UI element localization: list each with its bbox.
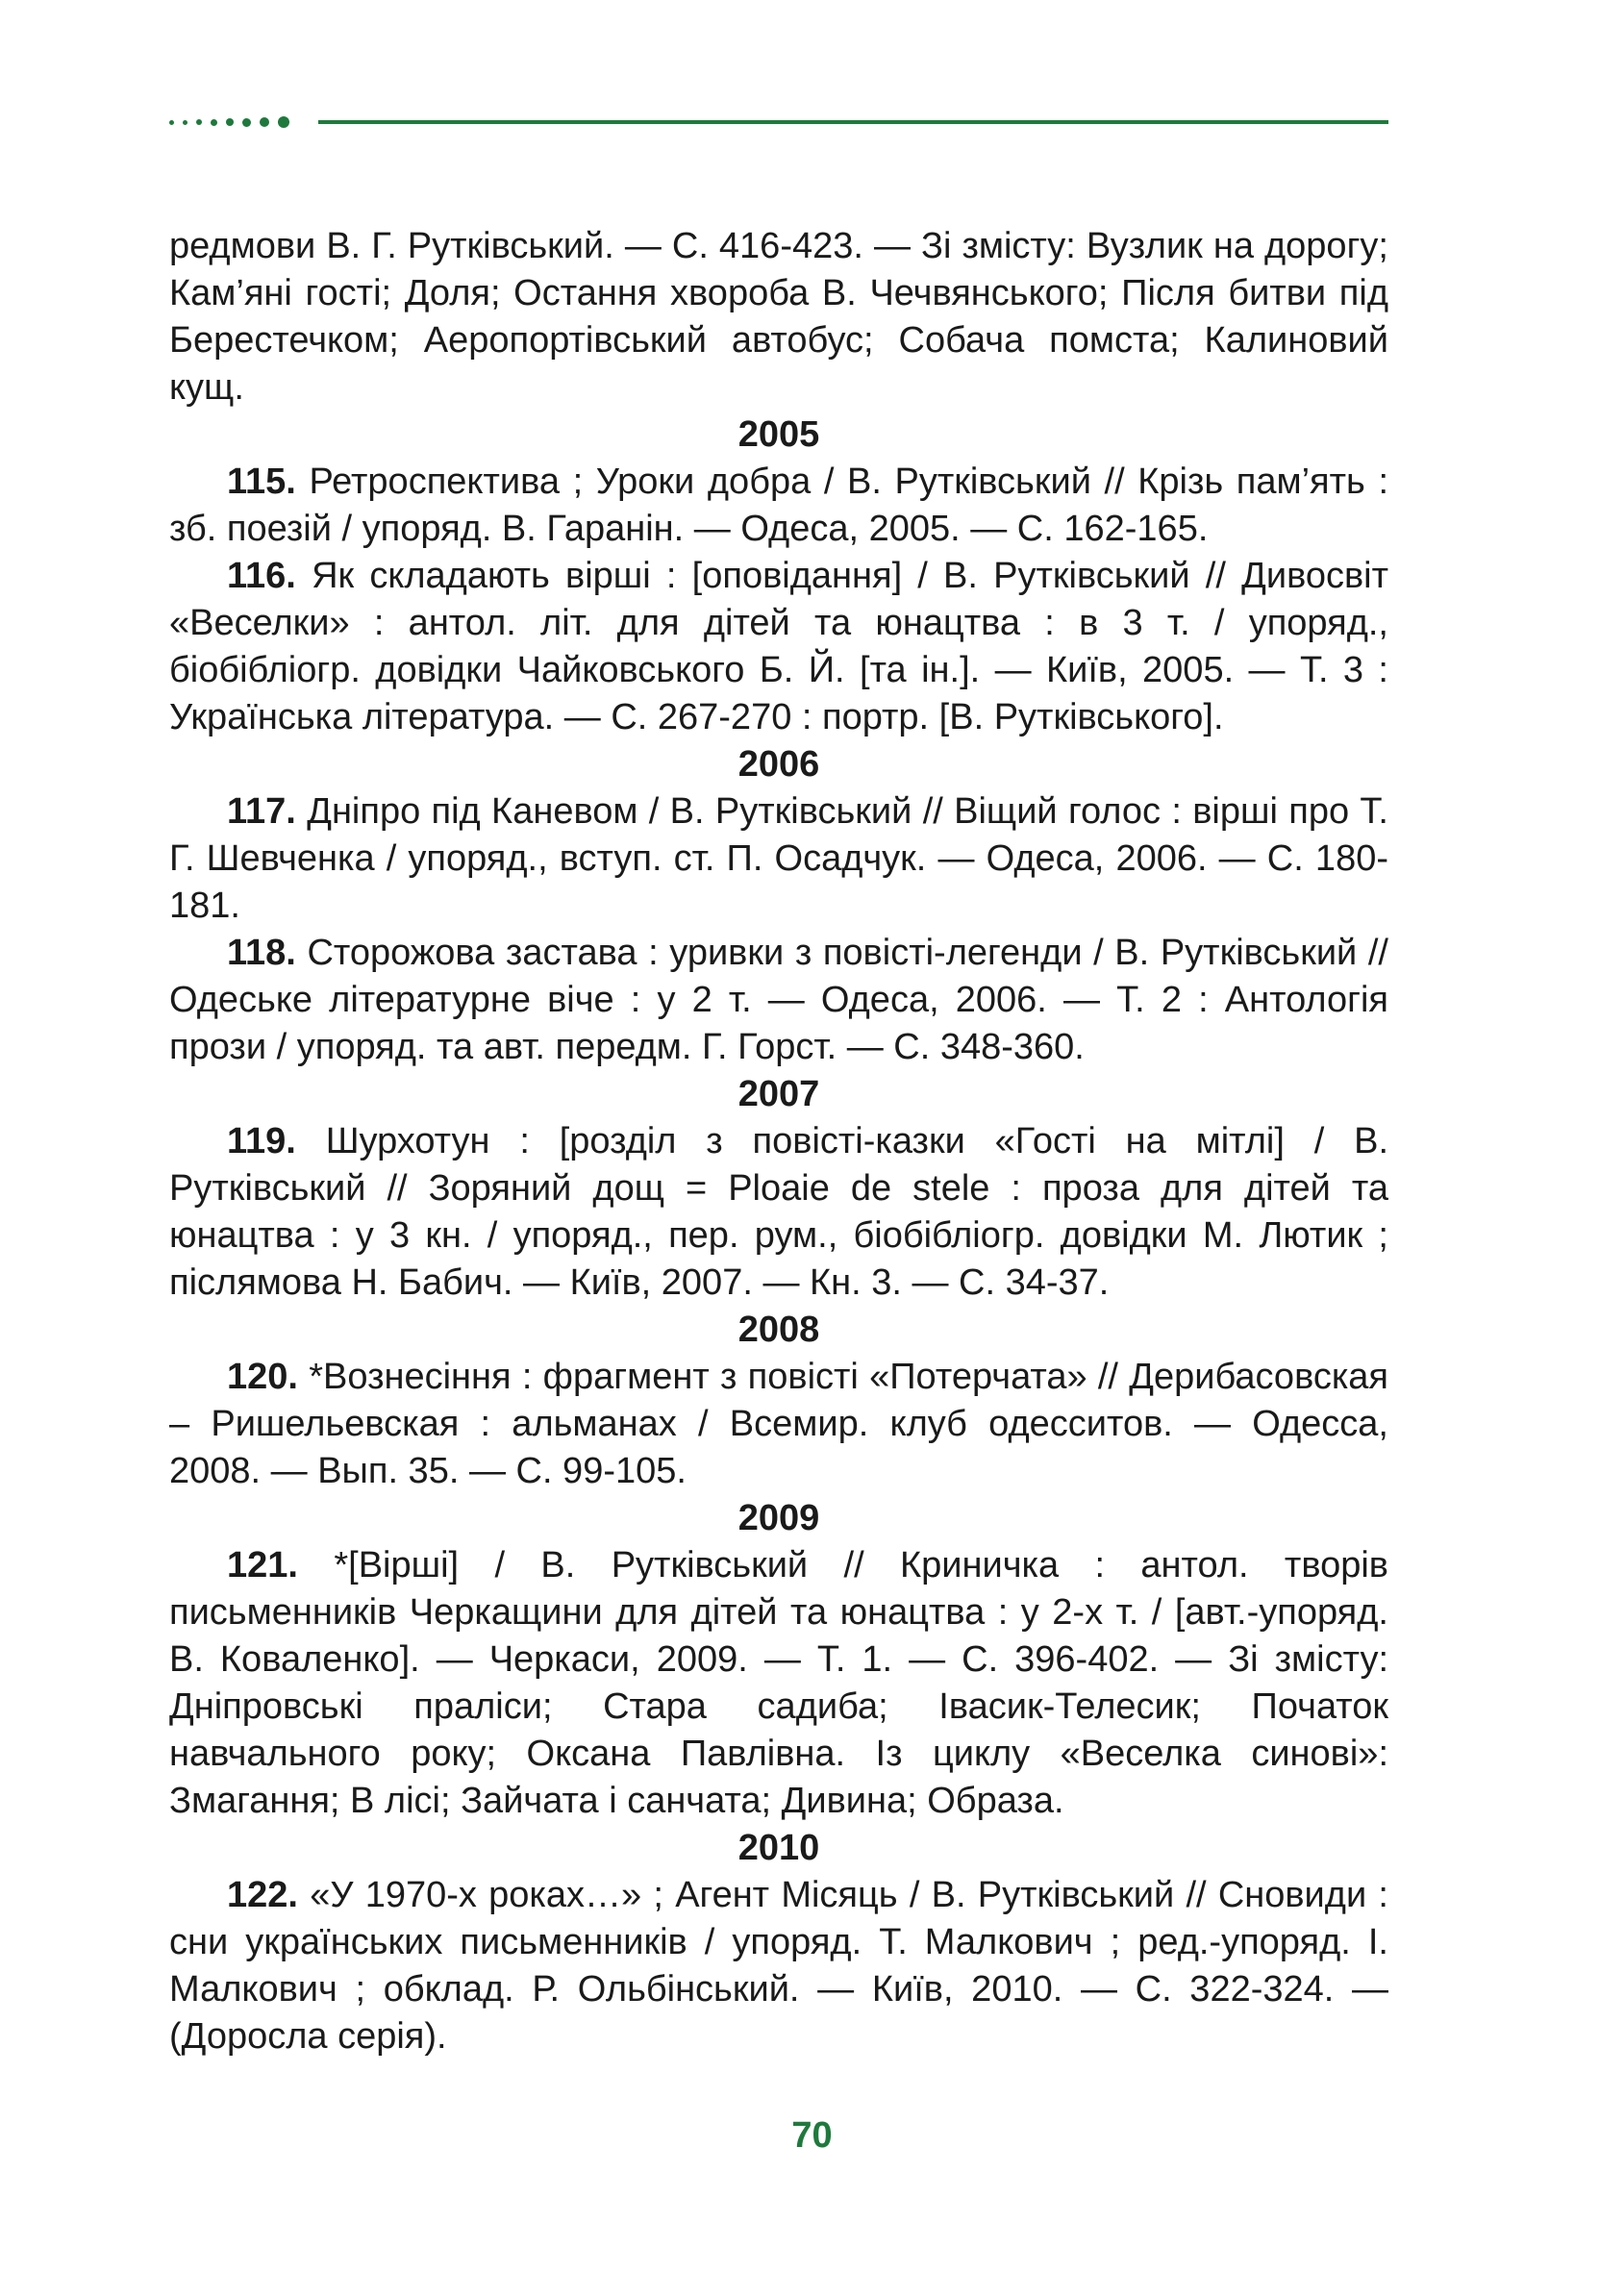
continuation-text: редмови В. Г. Рутківський. — С. 416-423. — Зі змісту: Вузлик на дорогу; Кам’яні гості; Доля; Остання хвороба В. Чечвянського; Після битви під Берестечком; Аеропортівський автобус; Собача помста; Калиновий кущ. — [169, 226, 1388, 408]
year-heading: 2010 — [737, 1828, 820, 1868]
entry-number: 122. — [227, 1875, 298, 1915]
year-heading: 2008 — [737, 1310, 820, 1350]
bibliography-entry — [169, 459, 1388, 553]
header-dot — [183, 120, 187, 125]
entry-number: 121. — [227, 1545, 298, 1585]
entry-number: 115. — [227, 462, 296, 502]
header-dot — [278, 116, 289, 128]
bibliography-entry — [169, 788, 1388, 930]
bibliography-entry — [169, 930, 1388, 1071]
entry-text: Дніпро під Каневом / В. Рутківський // Віщий голос : вірші про Т. Г. Шевченка / упоряд., вступ. ст. П. Осадчук. — Одеса, 2006. — С. 180-181. — [169, 791, 1388, 926]
header-dot — [196, 119, 202, 125]
year-heading: 2009 — [737, 1498, 820, 1538]
entry-number: 117. — [227, 791, 296, 832]
header-line — [318, 120, 1388, 124]
bibliography-entry — [169, 1118, 1388, 1307]
entry-text: Шурхотун : [розділ з повісті-казки «Гості на мітлі] / В. Рутківський // Зоряний дощ = Ploaie de stele : проза для дітей та юнацтва : у 3 кн. / упоряд., пер. рум., біобібліогр. довідки М. Лютик ; післямова Н. Бабич. — Київ, 2007. — Кн. 3. — С. 34-37. — [169, 1121, 1388, 1303]
entry-number: 118. — [227, 933, 296, 973]
entry-text: «У 1970-х роках…» ; Агент Місяць / В. Рутківський // Сновиди : сни українських письменників / упоряд. Т. Малкович ; ред.-упоряд. І. Малкович ; обклад. Р. Ольбінський. — Київ, 2010. — С. 322-324. — (Доросла серія). — [169, 1875, 1388, 2057]
entry-text: Сторожова застава : уривки з повісті-легенди / В. Рутківський // Одеське літературне віче : у 2 т. — Одеса, 2006. — Т. 2 : Антологія прози / упоряд. та авт. передм. Г. Горст. — С. 348-360. — [169, 933, 1388, 1067]
page-number: 70 — [791, 2115, 833, 2156]
entry-text: Ретроспектива ; Уроки добра / В. Рутківський // Крізь пам’ять : зб. поезій / упоряд. В. Гаранін. — Одеса, 2005. — С. 162-165. — [169, 462, 1388, 549]
bibliography-content — [169, 223, 1388, 2060]
year-heading: 2006 — [737, 744, 820, 785]
entry-number: 120. — [227, 1357, 298, 1397]
header-dot — [169, 120, 174, 125]
bibliography-entry — [169, 553, 1388, 741]
year-heading: 2005 — [737, 414, 820, 455]
header-dots — [169, 114, 298, 130]
entry-number: 116. — [227, 556, 296, 596]
entry-number: 119. — [227, 1121, 296, 1161]
year-heading: 2007 — [737, 1074, 820, 1114]
entry-text: Як складають вірші : [оповідання] / В. Рутківський // Дивосвіт «Веселки» : антол. літ. для дітей та юнацтва : в 3 т. / упоряд., біобібліогр. довідки Чайковського Б. Й. [та ін.]. — Київ, 2005. — Т. 3 : Українська література. — С. 267-270 : портр. [В. Рутківського]. — [169, 556, 1388, 737]
header-dot — [211, 119, 217, 126]
entry-text: *[Вірші] / В. Рутківський // Криничка : антол. творів письменників Черкащини для дітей та юнацтва : у 2-х т. / [авт.-упоряд. В. Коваленко]. — Черкаси, 2009. — Т. 1. — С. 396-402. — Зі змісту: Дніпровські праліси; Стара садиба; Івасик-Телесик; Початок навчального року; Оксана Павлівна. Із циклу «Веселка синові»: Змагання; В лісі; Зайчата і санчата; Дивина; Образа. — [169, 1545, 1388, 1821]
header-rule — [169, 114, 1388, 130]
header-dot — [260, 117, 269, 127]
bibliography-entry — [169, 1354, 1388, 1495]
header-dot — [242, 118, 251, 127]
bibliography-entry — [169, 1542, 1388, 1825]
entry-text: *Вознесіння : фрагмент з повісті «Потерчата» // Дерибасовская – Ришельевская : альманах / Всемир. клуб одесситов. — Одесса, 2008. — Вып. 35. — С. 99-105. — [169, 1357, 1388, 1491]
header-dot — [226, 118, 234, 126]
bibliography-entry — [169, 1872, 1388, 2060]
